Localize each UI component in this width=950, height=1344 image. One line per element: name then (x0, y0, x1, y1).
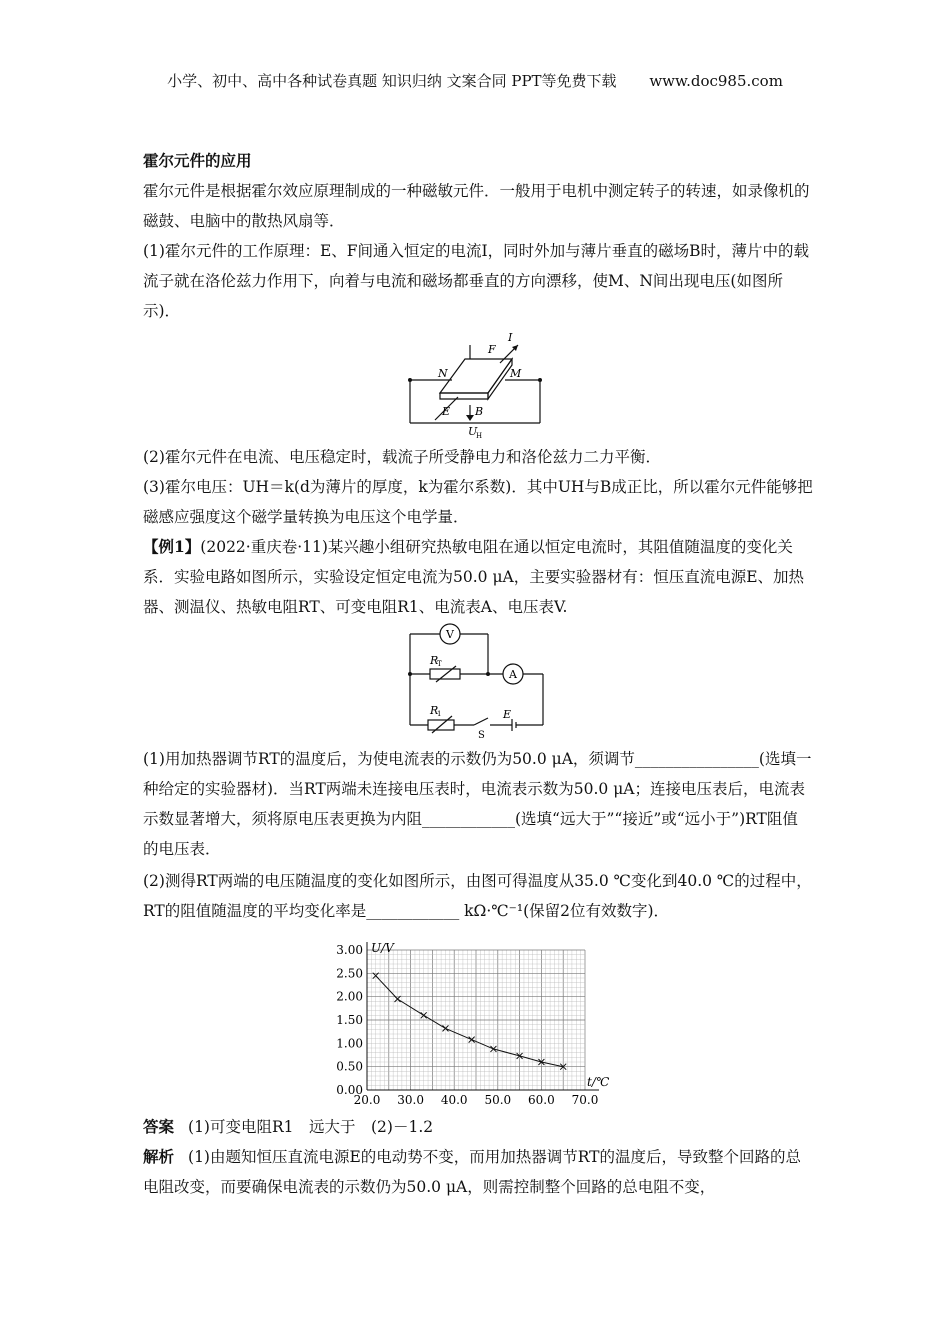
y-tick-label: 0.00 (336, 1083, 363, 1097)
hall-label-f: F (488, 343, 496, 356)
switch-label: S (478, 730, 485, 740)
rt-label: R (430, 654, 439, 667)
x-tick-label: 20.0 (353, 1093, 381, 1107)
example-paragraph (143, 532, 813, 622)
circuit-figure (400, 620, 555, 740)
x-tick-label: 30.0 (397, 1093, 424, 1107)
x-tick-label: 40.0 (440, 1093, 468, 1107)
battery-label: E (503, 708, 512, 721)
intro-paragraph: 霍尔元件是根据霍尔效应原理制成的一种磁敏元件．一般用于电机中测定转子的转速，如录像机的磁鼓、电脑中的散热风扇等． (143, 182, 810, 230)
header-text: 小学、初中、高中各种试卷真题 知识归纳 文案合同 PPT等免费下载 (167, 72, 617, 90)
hall-label-current: I (508, 331, 513, 344)
hall-label-uh-sub: H (476, 432, 483, 440)
x-axis-label: t/℃ (587, 1075, 610, 1089)
hall-plate-front (440, 393, 488, 399)
analysis-text: (1)由题知恒压直流电源E的电动势不变，而用加热器调节RT的温度后，导致整个回路的总电阻改变，而要确保电流表的示数仍为50.0 μA，则需控制整个回路的总电阻不变， (143, 1148, 802, 1196)
example-tag: 【例1】 (143, 537, 201, 556)
x-tick-label: 70.0 (571, 1093, 599, 1107)
voltmeter-label: V (446, 628, 454, 641)
principle-paragraph (143, 236, 813, 326)
x-tick-label: 60.0 (528, 1093, 555, 1107)
x-tick-label: 50.0 (484, 1093, 512, 1107)
answer-line (143, 1112, 813, 1142)
ammeter-label: A (509, 668, 517, 681)
r1-label-sub: 1 (437, 710, 442, 718)
y-tick-label: 1.00 (336, 1036, 363, 1051)
hall-element-figure (400, 325, 550, 440)
example-text: (2022·重庆卷·11)某兴趣小组研究热敏电阻在通以恒定电流时，其阻值随温度的变化关系．实验电路如图所示，实验设定恒定电流为50.0 μA，主要实验器材有：恒压直流电源E、加热器、测温仪、热敏电阻RT、可变电阻R1、电流表A、电压表V. (143, 538, 805, 616)
principle-lead: (1)霍尔元件的工作原理： (143, 242, 320, 260)
hall-label-u: U (468, 425, 478, 438)
analysis-label: 解析 (143, 1147, 175, 1166)
rt-label-sub: T (437, 660, 442, 668)
y-tick-label: 1.50 (336, 1013, 363, 1027)
y-tick-label: 2.00 (336, 989, 363, 1004)
principle-body: E、F间通入恒定的电流I，同时外加与薄片垂直的磁场B时，薄片中的载流子就在洛伦兹力作用下，向着与电流和磁场都垂直的方向漂移，使M、N间出现电压(如图所示)． (143, 242, 810, 320)
header-url[interactable]: www.doc985.com (649, 72, 783, 90)
answer-text: (1)可变电阻R1 远大于 (2)－1.2 (188, 1118, 434, 1136)
hall-label-n: N (438, 367, 448, 380)
y-tick-label: 0.50 (336, 1059, 363, 1074)
data-curve (376, 976, 564, 1067)
question-2: (2)测得RT两端的电压随温度的变化如图所示，由图可得温度从35.0 ℃变化到40.0 ℃的过程中，RT的阻值随温度的平均变化率是____________ kΩ·℃⁻¹(保留2位有效数字)． (143, 872, 812, 920)
hall-label-b: B (475, 405, 484, 418)
hall-plate-top (440, 359, 512, 393)
balance-paragraph: (2)霍尔元件在电流、电压稳定时，载流子所受静电力和洛伦兹力二力平衡． (143, 448, 661, 466)
hall-label-m: M (510, 367, 522, 380)
analysis-paragraph (143, 1142, 813, 1202)
r1-label: R (430, 704, 439, 717)
hall-plate-side (488, 359, 512, 399)
thermistor-rt (430, 669, 460, 679)
answer-label: 答案 (143, 1117, 175, 1136)
y-tick-label: 2.50 (336, 966, 363, 981)
hall-label-e: E (442, 405, 451, 418)
y-tick-label: 3.00 (336, 943, 363, 957)
section-title: 霍尔元件的应用 (143, 151, 252, 170)
question-1: (1)用加热器调节RT的温度后，为使电流表的示数仍为50.0 μA，须调节________________(选填一种给定的实验器材)．当RT两端未连接电压表时，电流表示数为50.0 μA；连接电压表后，电流表示数显著增大，须将原电压表更换为内阻____________(选填“远大于”“接近”或“远小于”)RT阻值的电压表． (143, 750, 812, 858)
hall-voltage-paragraph: (3)霍尔电压：UH＝k(d为薄片的厚度，k为霍尔系数)．其中UH与B成正比，所以霍尔元件能够把磁感应强度这个磁学量转换为电压这个电学量． (143, 478, 813, 526)
y-axis-label: U/V (371, 941, 394, 955)
page-header (0, 70, 950, 91)
voltage-temperature-chart (325, 938, 625, 1113)
